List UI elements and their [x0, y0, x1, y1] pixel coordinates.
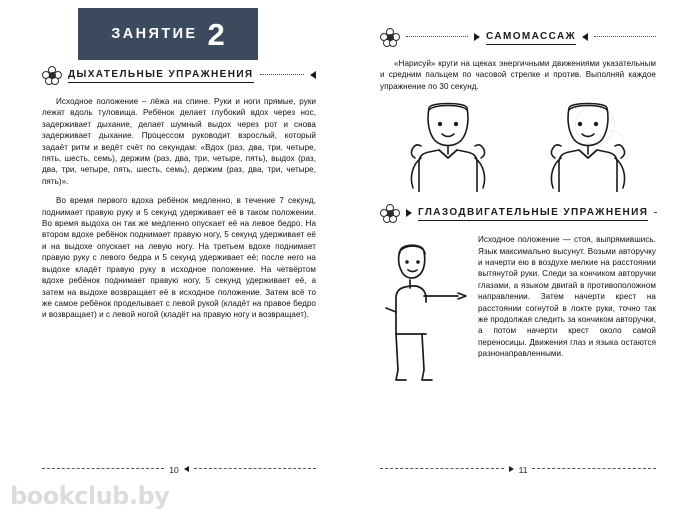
section-title: САМОМАССАЖ: [486, 31, 576, 45]
flower-icon: [42, 66, 62, 86]
section-heading-breathing: [42, 64, 316, 88]
child-face-massage-illustration: [380, 100, 656, 192]
paragraph: Во время первого вдоха ребёнок медленно, в течение 7 секунд, поднимает правую руку и 5 секунд удерживает её в таком положении. Во время выдоха он так же медленно опускает её на левое бедро. На втором вдохе ребёнок поднимает правую ногу, 5 секунд удерживает её и на выдохе опускает на левую ногу. На третьем вдохе поднимает правую руку с левого бедра и 5 секунд удерживает её; после него на выдохе кладёт правую руку в исходное положение. На четвёртом вдохе ребёнок поднимает правую ногу, 5 секунд удерживает её, а затем на выдохе возвращает её в исходное положение. Затем всё то же самое ребёнок проделывает с левой рукой (кладёт на правое бедро и возвращает) и с левой ногой (кладёт на правую ногу и возвращает).: [42, 196, 316, 320]
arrow-left-icon: [310, 71, 316, 79]
right-page-footer: [380, 464, 656, 476]
watermark: bookclub.by: [10, 482, 170, 510]
flower-icon: [380, 28, 400, 48]
paragraph: Исходное положение – лёжа на спине. Руки и ноги прямые, руки лежат вдоль туловища. Ребёнок делает глубокий вдох через нос, задерживает дыхание, делает шумный выдох через рот и снова задерживает дыхание. Процессом руководит взрослый, который задаёт ритм и ведёт счёт по секундам: «Вдох (раз, два, три, четыре, пять, шесть, семь), держим (раз, два, три, четыре, пять), выдох (раз, два, три, четыре, пять, шесть, семь), держим (раз, два, три, четыре, пять)».: [42, 97, 316, 186]
child-massage-figure: [529, 100, 647, 192]
section-heading-self-massage: [380, 26, 656, 50]
child-massage-figure: [389, 100, 507, 192]
flower-icon: [380, 204, 400, 224]
right-page-content: [380, 26, 656, 468]
paragraph: Исходное положение — стоя, выпрямившись. Язык максимально высунут. Возьми авторучку и начерти ею в воздухе мелкие на расстоянии вытянутой руки. Следи за кончиком авторучки глазами, а языком двигай в противоположном направлении. Затем начерти крест на расстоянии согнутой в локте руки, точно так же продолжая следить за кончиком авторучки, а потом начерти крест около самой переносицы. Движения глаз и языка остаются разнонаправленными.: [478, 235, 656, 359]
page-number: 10: [169, 465, 179, 475]
eye-movement-body: [380, 234, 656, 359]
arrow-left-icon: [582, 33, 588, 41]
heading-rule: [406, 36, 468, 37]
lesson-badge-number: 2: [207, 16, 225, 52]
page-number: 11: [518, 465, 528, 475]
section-heading-eye-movement: [380, 202, 656, 226]
section-title: ДЫХАТЕЛЬНЫЕ УПРАЖНЕНИЯ: [68, 69, 254, 83]
footer-rule: [194, 468, 316, 469]
arrow-right-icon: [406, 209, 412, 217]
left-page-footer: [42, 464, 316, 476]
lesson-badge: [78, 8, 258, 60]
heading-rule: [260, 74, 305, 75]
right-page: [350, 0, 700, 490]
paragraph: «Нарисуй» круги на щеках энергичными движениями указательным и средним пальцем по часовой стрелке и против. Выполняй каждое упражнение по 30 секунд.: [380, 59, 656, 91]
footer-rule: [532, 468, 656, 469]
heading-rule: [654, 212, 656, 213]
left-page-content: [42, 64, 316, 468]
boy-pointing-illustration: [380, 238, 470, 388]
left-page: [0, 0, 350, 490]
lesson-badge-label: ЗАНЯТИЕ: [111, 26, 198, 42]
triangle-right-icon: [509, 466, 514, 472]
triangle-left-icon: [184, 466, 189, 472]
footer-rule: [380, 468, 504, 469]
arrow-right-icon: [474, 33, 480, 41]
section-title: ГЛАЗОДВИГАТЕЛЬНЫЕ УПРАЖНЕНИЯ: [418, 207, 648, 221]
heading-rule: [594, 36, 656, 37]
footer-rule: [42, 468, 164, 469]
